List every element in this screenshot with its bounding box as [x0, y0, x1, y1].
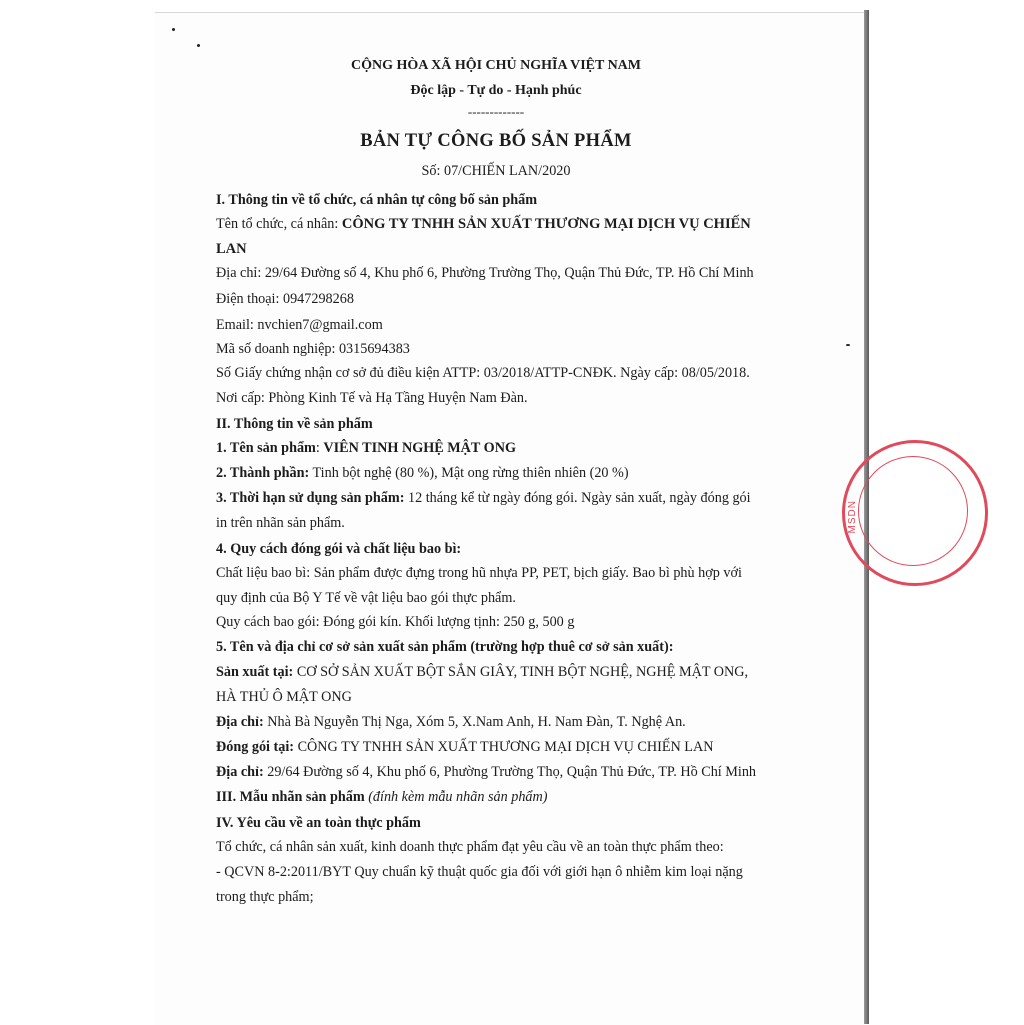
org-name-line — [216, 215, 751, 233]
safety-standard-cont: trong thực phẩm; — [216, 889, 314, 905]
seal-text: MSDN — [847, 500, 858, 534]
ingredients-value: Tinh bột nghệ (80 %), Mật ong rừng thiên nhiên (20 %) — [309, 465, 629, 481]
org-cert-issuer: Nơi cấp: Phòng Kinh Tế và Hạ Tầng Huyện Nam Đàn. — [216, 390, 528, 406]
packaging-heading: 4. Quy cách đóng gói và chất liệu bao bì: — [216, 541, 462, 557]
product-name: 1. Tên sản phẩm: VIÊN TINH NGHỆ MẬT ONG — [216, 440, 516, 456]
nation-header: CỘNG HÒA XÃ HỘI CHỦ NGHĨA VIỆT NAM — [350, 58, 641, 73]
org-label: Tên tổ chức, cá nhân: — [216, 216, 342, 232]
made-address-value: Nhà Bà Nguyễn Thị Nga, Xóm 5, X.Nam Anh, H. Nam Đàn, T. Nghệ An. — [263, 714, 686, 730]
shelf-life-label: 3. Thời hạn sử dụng sản phẩm: — [216, 490, 405, 506]
packaging-material: Chất liệu bao bì: Sản phẩm được đựng trong hũ nhựa PP, PET, bịch giấy. Bao bì phù hợp với — [216, 565, 742, 581]
org-name: CÔNG TY TNHH SẢN XUẤT THƯƠNG MẠI DỊCH VỤ CHIẾN — [341, 216, 751, 232]
packed-at-label: Đóng gói tại: — [216, 739, 295, 755]
org-address: Địa chỉ: 29/64 Đường số 4, Khu phố 6, Phường Trường Thọ, Quận Thủ Đức, TP. Hồ Chí Minh — [216, 265, 754, 281]
header-divider: ------------- — [467, 104, 525, 119]
org-phone: Điện thoại: 0947298268 — [216, 291, 354, 307]
made-address-label: Địa chỉ: — [216, 714, 264, 730]
shelf-life-cont: in trên nhãn sản phẩm. — [216, 515, 345, 531]
packed-address-value: 29/64 Đường số 4, Khu phố 6, Phường Trường Thọ, Quận Thủ Đức, TP. Hồ Chí Minh — [263, 764, 757, 780]
packaging-spec: Quy cách bao gói: Đóng gói kín. Khối lượng tịnh: 250 g, 500 g — [216, 614, 575, 630]
packed-address-label: Địa chỉ: — [216, 764, 264, 780]
section-2-heading: II. Thông tin về sản phẩm — [216, 416, 373, 432]
made-at-address — [216, 713, 686, 731]
section-4-heading: IV. Yêu cầu về an toàn thực phẩm — [216, 815, 421, 831]
red-seal-inner-ring — [858, 456, 968, 566]
manufacturer-heading: 5. Tên và địa chỉ cơ sở sản xuất sản phẩm (trường hợp thuê cơ sở sản xuất): — [216, 639, 674, 655]
motto: Độc lập - Tự do - Hạnh phúc — [410, 83, 582, 98]
org-email: Email: nvchien7@gmail.com — [216, 317, 383, 333]
section-3 — [216, 788, 547, 806]
product-name-label: 1. Tên sản phẩm — [216, 440, 316, 456]
org-tax-code: Mã số doanh nghiệp: 0315694383 — [216, 341, 410, 357]
made-at: Sản xuất tại: CƠ SỞ SẢN XUẤT BỘT SẮN GIÂY, TINH BỘT NGHỆ, NGHỆ MẬT ONG, — [216, 664, 749, 680]
safety-standard: - QCVN 8-2:2011/BYT Quy chuẩn kỹ thuật quốc gia đối với giới hạn ô nhiễm kim loại nặng — [216, 864, 743, 880]
product-ingredients — [216, 464, 629, 482]
product-name-value: VIÊN TINH NGHỆ MẬT ONG — [323, 440, 516, 456]
packed-at-address — [216, 763, 756, 781]
ingredients-label: 2. Thành phần: — [216, 465, 310, 481]
document-title: BẢN TỰ CÔNG BỐ SẢN PHẨM — [360, 131, 632, 151]
section-1-heading: I. Thông tin về tổ chức, cá nhân tự công bố sản phẩm — [216, 192, 538, 208]
section-3-heading: III. Mẫu nhãn sản phẩm — [216, 789, 365, 805]
made-at-cont: HÀ THỦ Ô MẬT ONG — [216, 689, 352, 705]
scan-speck — [197, 44, 200, 47]
made-at-value: CƠ SỞ SẢN XUẤT BỘT SẮN GIÂY, TINH BỘT NGHỆ, NGHỆ MẬT ONG, — [296, 664, 749, 680]
product-shelf-life — [216, 489, 751, 507]
safety-requirement: Tổ chức, cá nhân sản xuất, kinh doanh thực phẩm đạt yêu cầu về an toàn thực phẩm theo: — [216, 839, 724, 855]
packed-at-value: CÔNG TY TNHH SẢN XUẤT THƯƠNG MẠI DỊCH VỤ CHIẾN LAN — [294, 739, 714, 755]
made-at-label: Sản xuất tại — [216, 664, 289, 680]
scan-speck — [846, 344, 850, 346]
shelf-life-value: 12 tháng kể từ ngày đóng gói. Ngày sản xuất, ngày đóng gói — [404, 490, 751, 506]
section-3-note: (đính kèm mẫu nhãn sản phẩm) — [368, 789, 548, 805]
scan-speck — [172, 28, 175, 31]
document-number: Số: 07/CHIẾN LAN/2020 — [421, 163, 571, 179]
packaging-material-cont: quy định của Bộ Y Tế về vật liệu bao gói thực phẩm. — [216, 590, 516, 606]
org-certificate: Số Giấy chứng nhận cơ sở đủ điều kiện ATTP: 03/2018/ATTP-CNĐK. Ngày cấp: 08/05/2018. — [216, 365, 750, 381]
packed-at — [216, 738, 713, 756]
org-name-cont: LAN — [216, 241, 247, 257]
